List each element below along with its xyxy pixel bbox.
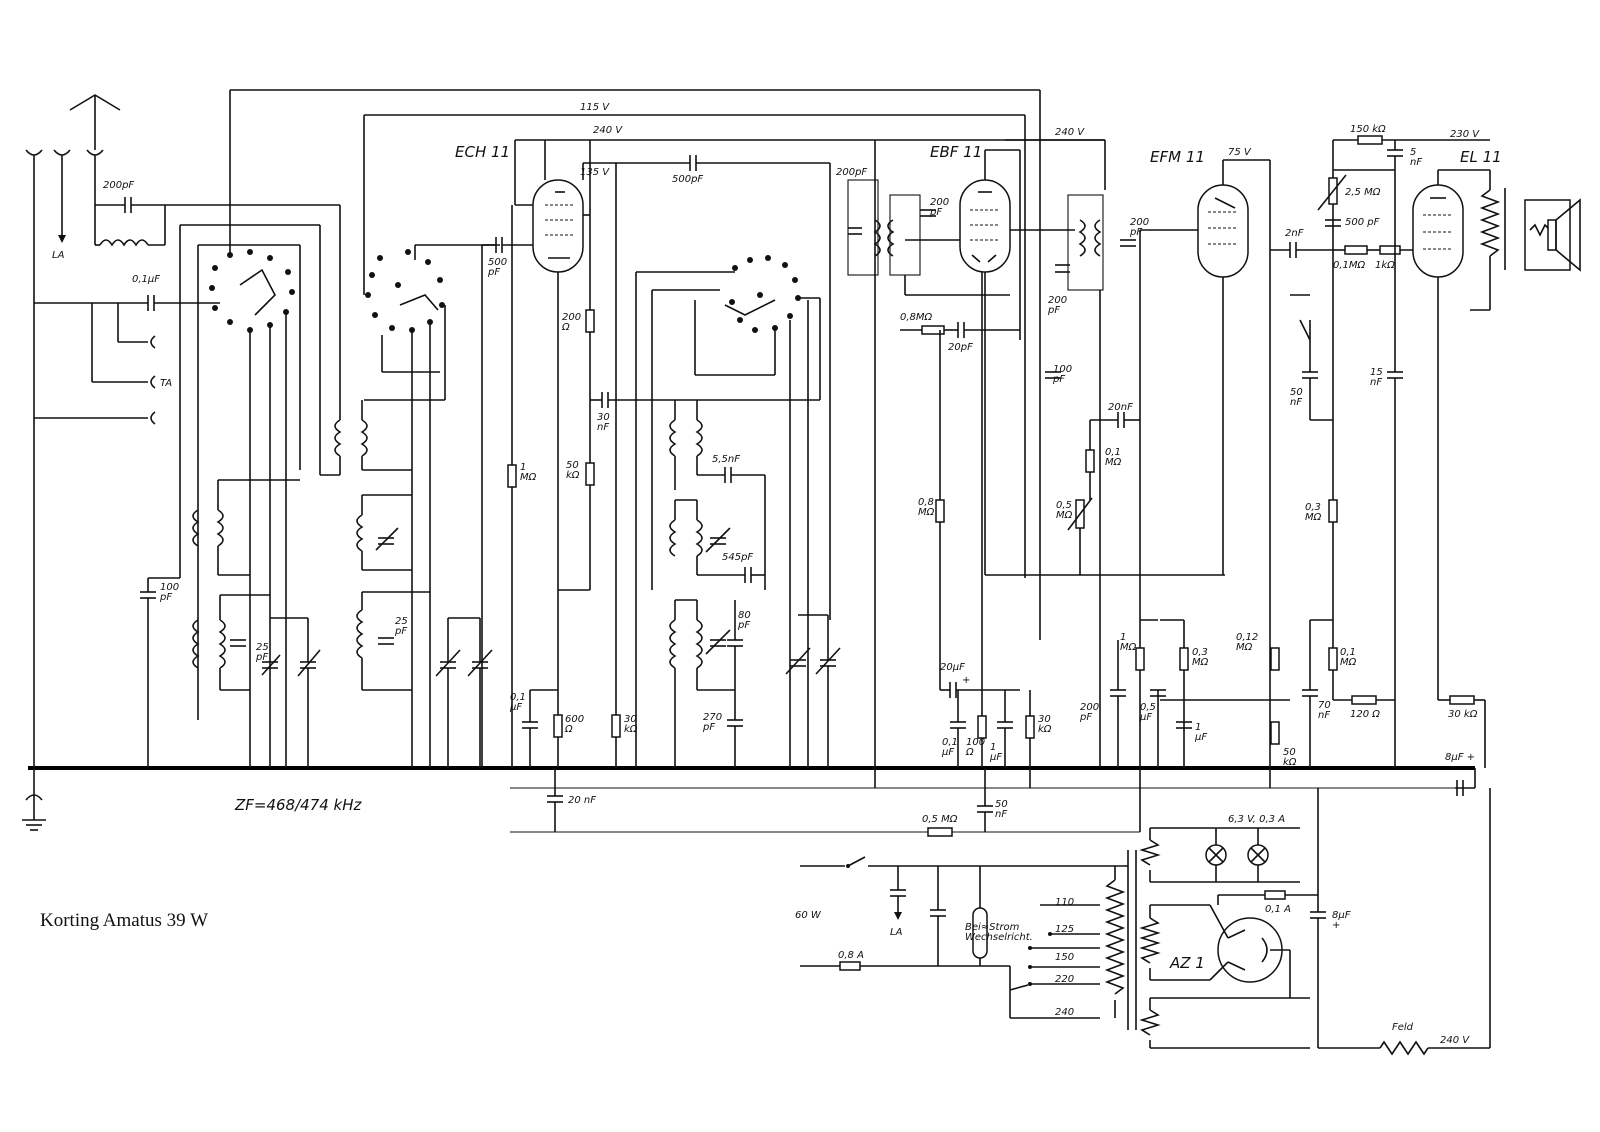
label-c2nf: 2nF [1285,228,1304,239]
label-mains-note: Bei≈Strom Wechselricht. [965,922,1033,943]
schematic-title: Korting Amatus 39 W [40,910,209,931]
label-v240b: 240 V [1055,127,1085,138]
label-ech11: ECH 11 [455,143,511,161]
label-r08m-b: 0,8 MΩ [918,497,935,518]
wave-switch-2 [365,249,445,333]
label-tap240: 240 [1055,1007,1075,1018]
label-ebf11: EBF 11 [930,143,983,161]
label-r1k: 1kΩ [1375,260,1395,271]
resistor-600 [554,715,562,737]
if-transformer-2 [1068,195,1136,290]
label-v75: 75 V [1228,147,1251,158]
label-el11: EL 11 [1460,148,1502,166]
label-c500pf-b: 500pF [672,174,704,185]
label-c200pf-c: 200 pF [1080,702,1100,723]
label-c01uf-c: 0,1 µF [942,737,958,758]
label-c20nf-b: 20nF [1108,402,1133,413]
label-r120: 120 Ω [1350,709,1380,720]
coil-set-2 [335,400,430,690]
variable-cap-2 [436,618,492,768]
antenna-sockets [26,150,70,768]
label-c500pf-c: 500 pF [1345,217,1380,228]
tube-el11 [1413,185,1463,277]
label-c545pf: 545pF [722,552,754,563]
resistor-200 [586,310,594,332]
label-pot05m: 0,5 MΩ [1056,500,1073,521]
label-c20uf: 20µF [940,662,965,673]
mains-transformer [1107,850,1136,1030]
label-v240a: 240 V [593,125,623,136]
label-c05uf: 0,5 µF [1140,702,1156,723]
resistor-0-3m-a [1180,648,1188,670]
label-c80pf: 80 pF [738,610,751,631]
resistor-30k-a [612,715,620,737]
label-c50nf: 50 nF [995,799,1008,820]
label-c5nf: 5 nF [1410,147,1423,168]
resistor-120 [1352,696,1376,704]
resistor-150k [1358,136,1382,144]
label-c200pf-if1: 200pF [836,167,868,178]
label-la2: LA [890,927,903,938]
label-r03m-b: 0,3 MΩ [1305,502,1322,523]
if-transformer-1 [848,180,920,275]
label-c200pf-if3: 200 pF [1130,217,1150,238]
voltage-selector [973,866,987,966]
label-r100: 100 Ω [966,737,986,758]
fuse-0-8a [840,962,860,970]
label-pot25m: 2,5 MΩ [1345,187,1381,198]
wave-switch-1 [209,249,295,333]
label-c20pf: 20pF [948,342,973,353]
label-efm11: EFM 11 [1150,148,1205,166]
label-r1m-a: 1 MΩ [520,462,537,483]
label-c15nf: 15 nF [1370,367,1383,388]
resistor-50k [586,463,594,485]
fuse-0-1a [1265,891,1285,899]
label-r600: 600 Ω [565,714,585,735]
label-r01m-a: 0,1 MΩ [1105,447,1122,468]
label-r08m-a: 0,8MΩ [900,312,933,323]
resistor-50k-b [1271,722,1279,744]
label-r50k-b: 50 kΩ [1283,747,1297,768]
label-r50k: 50 kΩ [566,460,580,481]
label-r01m-b: 0,1MΩ [1333,260,1366,271]
label-az1: AZ 1 [1170,954,1205,972]
label-tap220: 220 [1055,974,1075,985]
label-c500pf-a: 500 pF [488,257,508,278]
label-r30k-c: 30 kΩ [1448,709,1478,720]
label-c270pf: 270 pF [703,712,723,733]
resistor-0-3m-b [1329,500,1337,522]
earth-symbol [22,795,46,830]
label-cap-01uf: 0,1µF [132,274,161,285]
resistor-0-12m [1271,648,1279,670]
resistor-100 [978,716,986,738]
label-fuse01a: 0,1 A [1265,904,1291,915]
resistor-0-1m-b [1345,246,1367,254]
resistor-0-1m-a [1086,450,1094,472]
label-ta: TA [160,378,173,389]
label-plus-c20uf: + [962,675,971,686]
label-c5-5nf: 5,5nF [712,454,740,465]
label-tap150: 150 [1055,952,1075,963]
resistor-0-5m [928,828,952,836]
label-r150k: 150 kΩ [1350,124,1386,135]
resistor-30k-c [1450,696,1474,704]
variable-cap-3 [786,615,840,768]
label-r30k-b: 30 kΩ [1038,714,1052,735]
label-c01uf-b: 0,1 µF [510,692,526,713]
label-fuse08a: 0,8 A [838,950,864,961]
label-c25pf-a: 25 pF [256,642,269,663]
label-v240-feld: 240 V [1440,1035,1470,1046]
antenna-icon [70,95,120,155]
label-tap125: 125 [1055,924,1075,935]
label-c200pf-if2: 200 pF [930,197,950,218]
tube-ech11 [533,180,583,272]
label-60w: 60 W [795,910,821,921]
label-c100pf-b: 100 pF [1053,364,1073,385]
label-c8uf-a: 8µF + [1445,752,1476,763]
resistor-0-8m-b [936,500,944,522]
coil-set-1 [193,480,300,690]
label-r012m: 0,12 MΩ [1236,632,1259,653]
label-c200pf-if4: 200 pF [1048,295,1068,316]
label-v135: 135 V [580,167,610,178]
tube-efm11 [1198,185,1248,277]
label-r200: 200 Ω [562,312,582,333]
label-zf: ZF=468/474 kHz [235,796,362,814]
field-coil [1380,1042,1428,1054]
label-antenna-200pf: 200pF [103,180,135,191]
resistor-1k [1380,246,1400,254]
label-la1: LA [52,250,65,261]
label-c30nf: 30 nF [597,412,610,433]
tube-ebf11 [960,180,1010,272]
pilot-lamp-1 [1206,828,1226,882]
label-lamps: 6,3 V, 0,3 A [1228,814,1286,825]
label-r1m-b: 1 MΩ [1120,632,1137,653]
label-tap110: 110 [1055,897,1075,908]
resistor-1m-b [1136,648,1144,670]
resistor-30k-b [1026,716,1034,738]
output-transformer [1470,170,1505,310]
label-c100pf-left: 100 pF [160,582,180,603]
label-v115: 115 V [580,102,610,113]
speaker-icon [1525,200,1580,270]
resistor-0-1m-c [1329,648,1337,670]
label-c70nf: 70 nF [1318,700,1331,721]
label-c8uf-b: 8µF + [1332,910,1351,931]
label-v230: 230 V [1450,129,1480,140]
label-r05m: 0,5 MΩ [922,814,958,825]
resistor-1m-a [508,465,516,487]
label-r03m-a: 0,3 MΩ [1192,647,1209,668]
label-r30k-a: 30 kΩ [624,714,638,735]
label-c1uf-a: 1 µF [990,742,1003,763]
label-r01m-c: 0,1 MΩ [1340,647,1357,668]
label-c25pf-b: 25 pF [395,616,408,637]
pilot-lamp-2 [1248,828,1268,882]
label-feld: Feld [1392,1022,1414,1033]
label-c20nf: 20 nF [568,795,596,806]
label-c1uf-b: 1 µF [1195,722,1208,743]
label-c50nf-b: 50 nF [1290,387,1303,408]
